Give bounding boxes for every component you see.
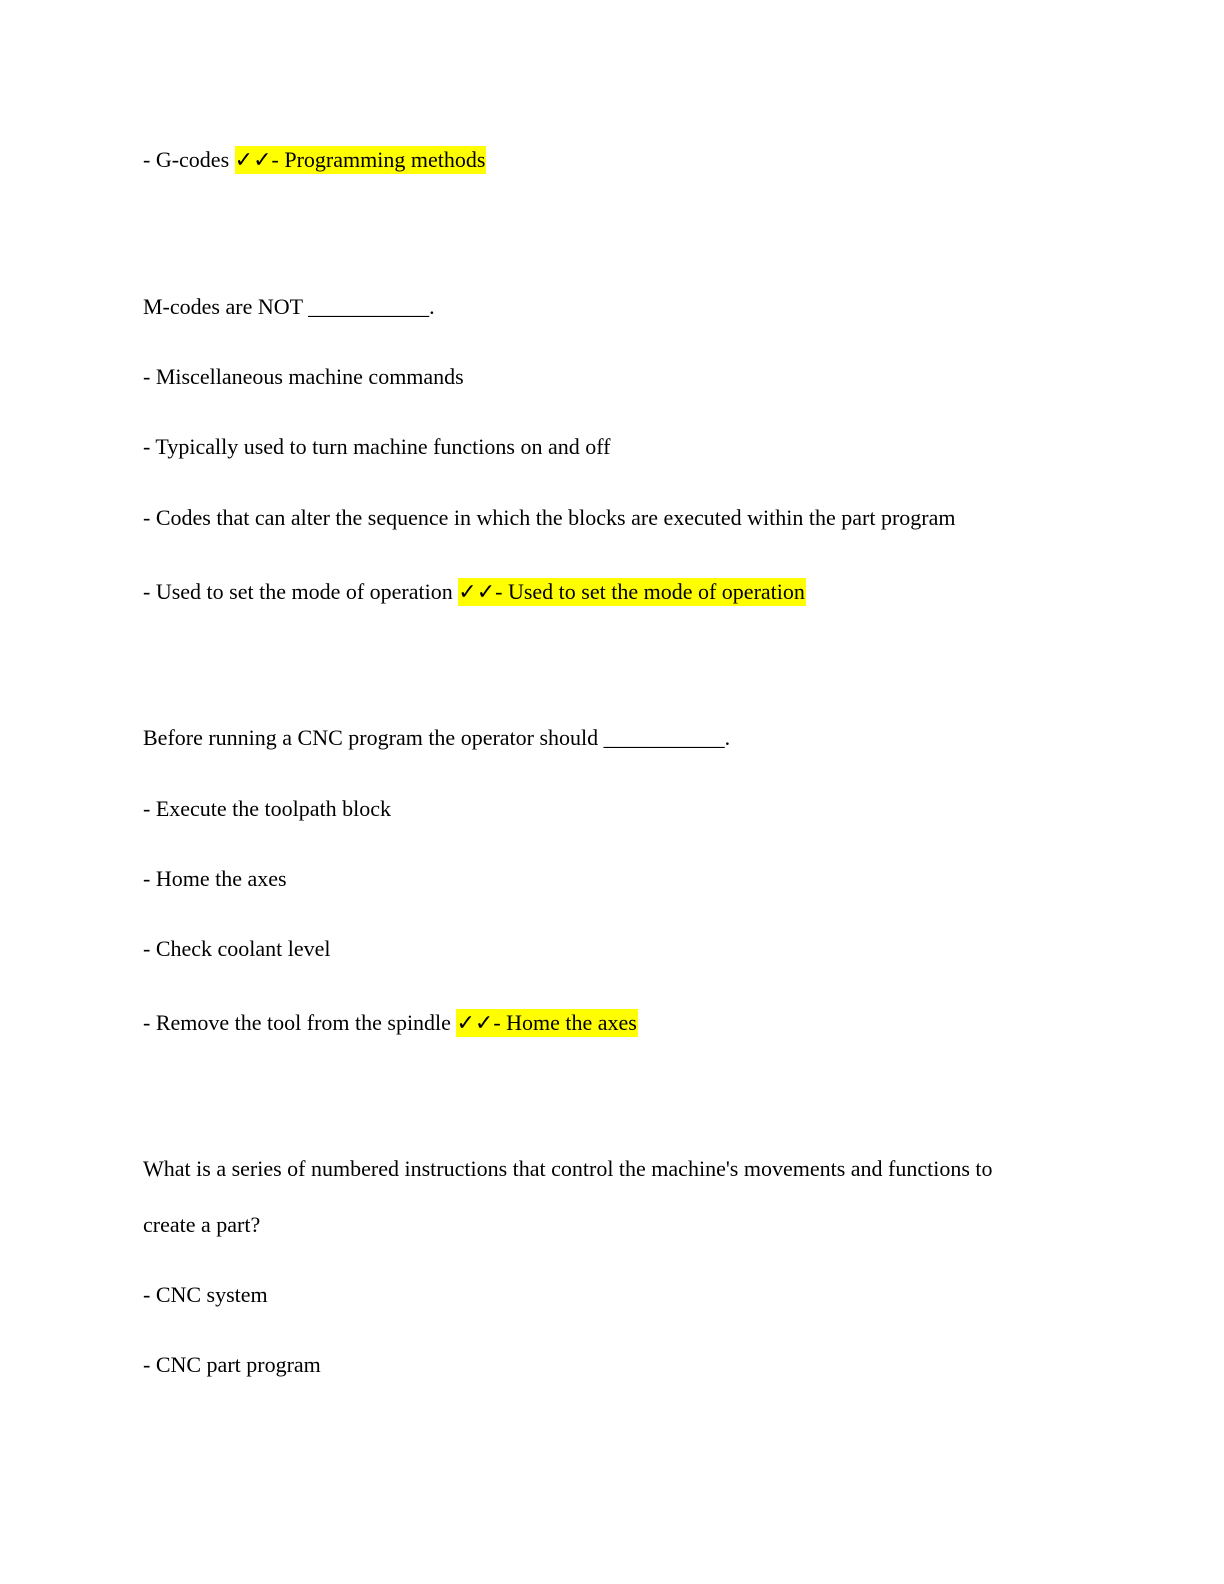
option-home-axes: - Home the axes — [143, 866, 287, 891]
highlighted-answer — [456, 1009, 637, 1037]
option-set-mode — [143, 577, 806, 608]
option-cnc-part-program: - CNC part program — [143, 1352, 321, 1377]
double-check-icon: ✓✓ — [456, 1011, 494, 1036]
option-text: - G-codes — [143, 147, 235, 172]
option-miscellaneous-commands: - Miscellaneous machine commands — [143, 364, 464, 389]
option-cnc-system: - CNC system — [143, 1282, 268, 1307]
double-check-icon: ✓✓ — [234, 148, 272, 173]
option-check-coolant: - Check coolant level — [143, 936, 331, 961]
option-turn-functions-on-off: - Typically used to turn machine functions on and off — [143, 434, 611, 459]
option-alter-sequence: - Codes that can alter the sequence in which the blocks are executed within the part program — [143, 505, 956, 530]
question-numbered-instructions-line2: create a part? — [143, 1212, 261, 1237]
answer-text: - Used to set the mode of operation — [495, 579, 805, 604]
answer-text: - Home the axes — [493, 1010, 637, 1035]
option-text: - Remove the tool from the spindle — [143, 1010, 457, 1035]
question-numbered-instructions-line1: What is a series of numbered instructions that control the machine's movements and functions to — [143, 1156, 993, 1181]
option-g-codes — [143, 145, 486, 176]
option-execute-toolpath: - Execute the toolpath block — [143, 796, 392, 821]
option-text: - Used to set the mode of operation — [143, 579, 459, 604]
option-remove-tool — [143, 1008, 638, 1039]
question-m-codes: M-codes are NOT ___________. — [143, 294, 435, 319]
highlighted-answer — [458, 578, 806, 606]
double-check-icon: ✓✓ — [458, 580, 496, 605]
answer-text: - Programming methods — [271, 147, 486, 172]
question-before-running: Before running a CNC program the operator should ___________. — [143, 725, 731, 750]
highlighted-answer — [235, 146, 487, 174]
